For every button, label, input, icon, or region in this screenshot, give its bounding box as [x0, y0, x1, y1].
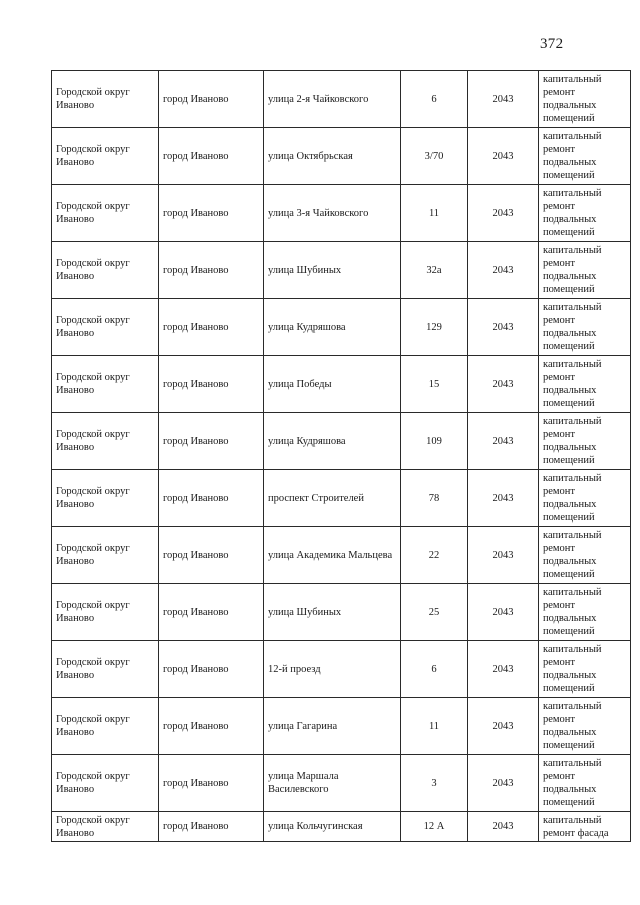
street-cell: улица Шубиных: [264, 584, 401, 641]
table-row: [52, 641, 631, 698]
work-type-cell: капитальный ремонт подвальных помещений: [539, 185, 631, 242]
work-type-cell: капитальный ремонт подвальных помещений: [539, 413, 631, 470]
work-type-cell: капитальный ремонт подвальных помещений: [539, 641, 631, 698]
year-cell: 2043: [468, 641, 539, 698]
city-cell: город Иваново: [159, 413, 264, 470]
city-cell: город Иваново: [159, 242, 264, 299]
city-cell: город Иваново: [159, 299, 264, 356]
table-row: [52, 299, 631, 356]
work-type-cell: капитальный ремонт подвальных помещений: [539, 356, 631, 413]
table-row: [52, 356, 631, 413]
municipality-cell: Городской округ Иваново: [52, 584, 159, 641]
year-cell: 2043: [468, 584, 539, 641]
work-type-cell: капитальный ремонт подвальных помещений: [539, 71, 631, 128]
year-cell: 2043: [468, 527, 539, 584]
street-cell: улица Шубиных: [264, 242, 401, 299]
municipality-cell: Городской округ Иваново: [52, 527, 159, 584]
table-row: [52, 128, 631, 185]
municipality-cell: Городской округ Иваново: [52, 71, 159, 128]
house-number-cell: 129: [401, 299, 468, 356]
city-cell: город Иваново: [159, 356, 264, 413]
house-number-cell: 78: [401, 470, 468, 527]
table-row: [52, 527, 631, 584]
year-cell: 2043: [468, 128, 539, 185]
street-cell: улица Кудряшова: [264, 413, 401, 470]
year-cell: 2043: [468, 71, 539, 128]
table-row: [52, 755, 631, 812]
street-cell: улица Гагарина: [264, 698, 401, 755]
work-type-cell: капитальный ремонт подвальных помещений: [539, 584, 631, 641]
street-cell: улица 3-я Чайковского: [264, 185, 401, 242]
house-number-cell: 32а: [401, 242, 468, 299]
house-number-cell: 3: [401, 755, 468, 812]
municipality-cell: Городской округ Иваново: [52, 755, 159, 812]
work-type-cell: капитальный ремонт подвальных помещений: [539, 128, 631, 185]
house-number-cell: 6: [401, 71, 468, 128]
work-type-cell: капитальный ремонт подвальных помещений: [539, 299, 631, 356]
municipality-cell: Городской округ Иваново: [52, 356, 159, 413]
registry-table: [51, 70, 631, 842]
municipality-cell: Городской округ Иваново: [52, 641, 159, 698]
street-cell: улица 2-я Чайковского: [264, 71, 401, 128]
street-cell: улица Октябрьская: [264, 128, 401, 185]
work-type-cell: капитальный ремонт подвальных помещений: [539, 698, 631, 755]
house-number-cell: 12 А: [401, 812, 468, 842]
street-cell: улица Маршала Василевского: [264, 755, 401, 812]
table-row: [52, 812, 631, 842]
municipality-cell: Городской округ Иваново: [52, 812, 159, 842]
house-number-cell: 109: [401, 413, 468, 470]
city-cell: город Иваново: [159, 698, 264, 755]
city-cell: город Иваново: [159, 527, 264, 584]
table-row: [52, 71, 631, 128]
work-type-cell: капитальный ремонт фасада: [539, 812, 631, 842]
house-number-cell: 15: [401, 356, 468, 413]
street-cell: улица Академика Мальцева: [264, 527, 401, 584]
house-number-cell: 11: [401, 698, 468, 755]
municipality-cell: Городской округ Иваново: [52, 470, 159, 527]
work-type-cell: капитальный ремонт подвальных помещений: [539, 527, 631, 584]
table-row: [52, 413, 631, 470]
year-cell: 2043: [468, 470, 539, 527]
work-type-cell: капитальный ремонт подвальных помещений: [539, 755, 631, 812]
city-cell: город Иваново: [159, 755, 264, 812]
municipality-cell: Городской округ Иваново: [52, 413, 159, 470]
page-number: 372: [540, 36, 564, 52]
city-cell: город Иваново: [159, 128, 264, 185]
municipality-cell: Городской округ Иваново: [52, 128, 159, 185]
work-type-cell: капитальный ремонт подвальных помещений: [539, 470, 631, 527]
city-cell: город Иваново: [159, 470, 264, 527]
street-cell: 12-й проезд: [264, 641, 401, 698]
house-number-cell: 25: [401, 584, 468, 641]
year-cell: 2043: [468, 185, 539, 242]
street-cell: улица Победы: [264, 356, 401, 413]
city-cell: город Иваново: [159, 584, 264, 641]
year-cell: 2043: [468, 755, 539, 812]
city-cell: город Иваново: [159, 641, 264, 698]
year-cell: 2043: [468, 812, 539, 842]
year-cell: 2043: [468, 356, 539, 413]
municipality-cell: Городской округ Иваново: [52, 242, 159, 299]
table-row: [52, 584, 631, 641]
city-cell: город Иваново: [159, 185, 264, 242]
year-cell: 2043: [468, 242, 539, 299]
house-number-cell: 3/70: [401, 128, 468, 185]
street-cell: улица Кудряшова: [264, 299, 401, 356]
year-cell: 2043: [468, 299, 539, 356]
house-number-cell: 22: [401, 527, 468, 584]
house-number-cell: 6: [401, 641, 468, 698]
municipality-cell: Городской округ Иваново: [52, 299, 159, 356]
table-row: [52, 470, 631, 527]
street-cell: улица Кольчугинская: [264, 812, 401, 842]
table-row: [52, 242, 631, 299]
work-type-cell: капитальный ремонт подвальных помещений: [539, 242, 631, 299]
table-row: [52, 185, 631, 242]
table-row: [52, 698, 631, 755]
house-number-cell: 11: [401, 185, 468, 242]
city-cell: город Иваново: [159, 812, 264, 842]
year-cell: 2043: [468, 698, 539, 755]
municipality-cell: Городской округ Иваново: [52, 185, 159, 242]
street-cell: проспект Строителей: [264, 470, 401, 527]
city-cell: город Иваново: [159, 71, 264, 128]
municipality-cell: Городской округ Иваново: [52, 698, 159, 755]
year-cell: 2043: [468, 413, 539, 470]
